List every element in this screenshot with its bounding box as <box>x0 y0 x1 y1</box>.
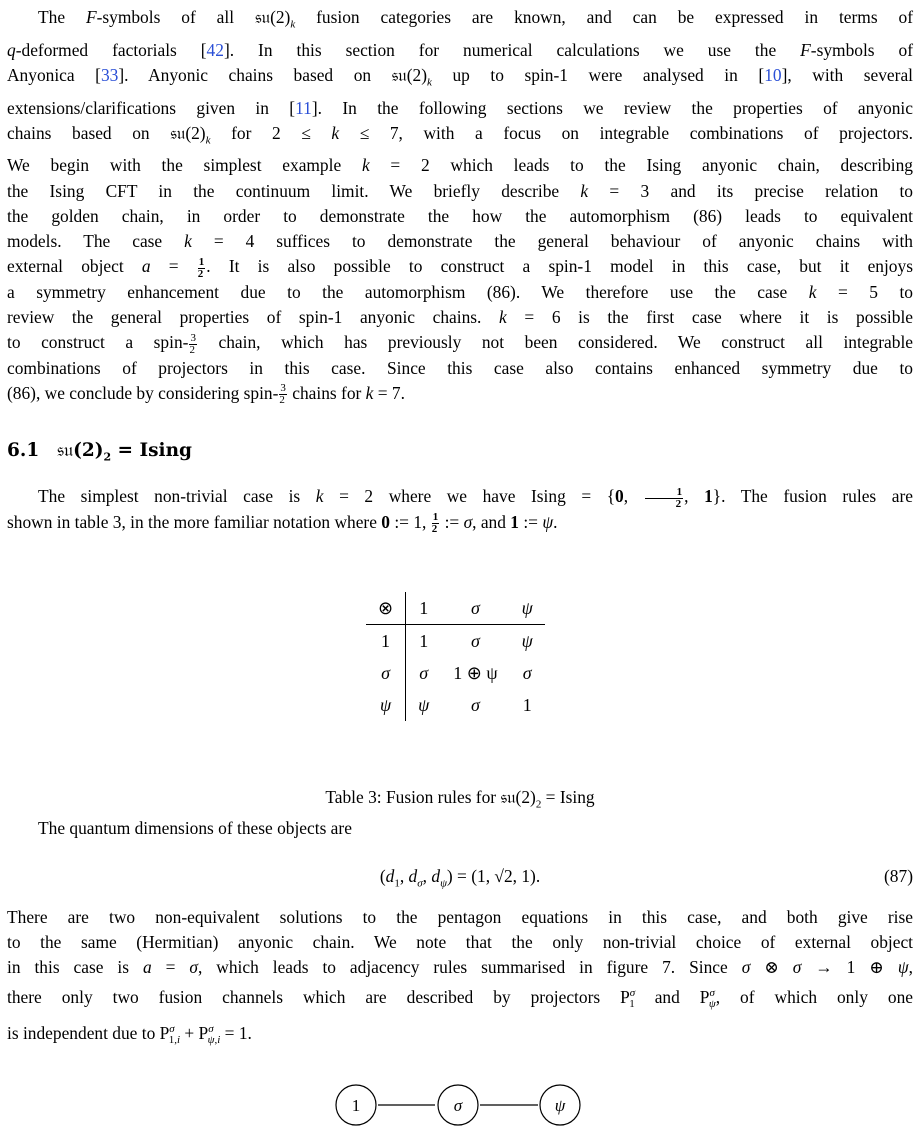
table-caption: Table 3: Fusion rules for $𝔰𝔲(2)_2 = Ising$ <box>325 787 595 811</box>
table-header-cell: σ <box>441 592 509 625</box>
node-label: 1 <box>351 1096 361 1115</box>
adjacency-diagram <box>330 1084 590 1126</box>
text-line: We begin with the simplest example k = 2 which leads to the Ising anyonic chain, describing <box>7 155 913 176</box>
text-line: (86), we conclude by considering spin- $\frac{3}{2}$ chains for k = 7. <box>7 382 405 407</box>
table-row <box>366 689 545 721</box>
quantum-dims-intro <box>7 816 913 841</box>
section-title-suffix: = Ising <box>111 440 192 461</box>
node-label: ψ <box>554 1096 566 1115</box>
text-line: extensions/clarifications given in [11]. In the following sections we review the properties of anyonic <box>7 97 913 118</box>
table-cell: ψ <box>366 689 406 721</box>
table-row <box>366 657 545 689</box>
table-cell: σ <box>471 630 480 651</box>
table-cell: σ <box>366 657 406 689</box>
text-line: Anyonica [33]. Anyonic chains based on $𝔰𝔲(2)_k$ up to spin-1 were analysed in [10], with several <box>7 64 913 89</box>
table-cell: 1 <box>419 630 429 651</box>
section-heading: 6.1 $𝔰𝔲(2)_2 = Ising$ <box>7 440 192 464</box>
text-line: shown in table 3, in the more familiar notation where 0 := 1, $\frac{1}{2}$ := σ, and 1 := ψ. <box>7 511 558 535</box>
text-line: models. The case k = 4 suffices to demonstrate the general behaviour of anyonic chains with <box>7 231 914 252</box>
text-line: review the general properties of spin-1 anyonic chains. k = 6 is the first case where it is possible <box>7 306 914 327</box>
text-line: in this case is a = σ, which leads to adjacency rules summarised in figure 7. Since σ ⊗ σ → 1 ⊕ ψ, <box>7 957 913 978</box>
table-cell: ψ <box>521 630 533 651</box>
text-line: q-deformed factorials [42]. In this section for numerical calculations we use the F-symbols of <box>7 39 914 60</box>
table-cell: 1 <box>366 625 406 658</box>
table-cell: 1 <box>522 694 532 715</box>
text-line: to construct a spin- $\frac{3}{2}$ chain, which has previously not been considered. We construct all integrable <box>7 331 913 356</box>
citation-link[interactable]: 11 <box>295 97 312 118</box>
table-cell: σ <box>522 662 532 683</box>
equation-number: (87) <box>884 866 913 886</box>
text-line: There are two non-equivalent solutions to the pentagon equations in this case, and both give rise <box>7 907 913 927</box>
table-header-cell: ψ <box>510 592 545 625</box>
fusion-rules-table <box>366 592 545 721</box>
table-row <box>366 625 545 658</box>
text-line: the Ising CFT in the continuum limit. We briefly describe k = 3 and its precise relation to <box>7 180 913 201</box>
text-line: chains based on $𝔰𝔲(2)_k$ for 2 ≤ k ≤ 7, with a focus on integrable combinations of projectors. <box>7 122 913 147</box>
text-line: a symmetry enhancement due to the automorphism (86). We therefore use the case k = 5 to <box>7 281 914 302</box>
table-header-cell: ⊗ <box>366 592 406 625</box>
text-line: there only two fusion channels which are described by projectors $P^\sigma_1$ and $P^\sigma_\psi$, of which only one <box>7 986 913 1010</box>
intro-paragraph <box>7 5 913 406</box>
citation-link[interactable]: 42 <box>206 39 224 60</box>
table-header-cell: 1 <box>406 592 442 625</box>
node-label: σ <box>453 1096 463 1115</box>
table-cell: 1 ⊕ ψ <box>453 662 498 683</box>
section-number: 6.1 <box>7 440 40 461</box>
section-paragraph <box>7 484 913 535</box>
closing-paragraph <box>7 905 913 1054</box>
text-line: The quantum dimensions of these objects are <box>38 818 352 838</box>
text-line: the golden chain, in order to demonstrate the how the automorphism (86) leads to equivalent <box>7 205 913 226</box>
text-line: external object a = $\frac{1}{2}$ . It is also possible to construct a spin-1 model in this case, but it enjoys <box>7 255 913 280</box>
text-line: to the same (Hermitian) anyonic chain. We note that the only non-trivial choice of external object <box>7 932 913 953</box>
equation-body: ($d_1$, $d_\sigma$, $d_\psi) = (1$, √2, 1). <box>379 866 541 890</box>
citation-link[interactable]: 33 <box>100 64 119 85</box>
text-line: The F-symbols of all $𝔰𝔲(2)_k$ fusion categories are known, and can be expressed in terms of <box>38 7 913 31</box>
table-cell: ψ <box>418 694 430 715</box>
text-line: The simplest non-trivial case is k = 2 where we have Ising = {0, $\frac{1}{2}$ , 1}. The fusion rules are <box>38 485 913 510</box>
citation-link[interactable]: 10 <box>764 64 782 85</box>
table-header-row <box>366 592 545 625</box>
section-subscript: 2 <box>103 450 112 464</box>
text-line: is independent due to $P^\sigma_{1,i} + P^\sigma_{\psi,i} = 1$. <box>7 1022 252 1047</box>
table-cell: σ <box>471 694 480 715</box>
table-cell: σ <box>419 662 429 683</box>
text-line: combinations of projectors in this case. Since this case also contains enhanced symmetry due to <box>7 357 913 378</box>
